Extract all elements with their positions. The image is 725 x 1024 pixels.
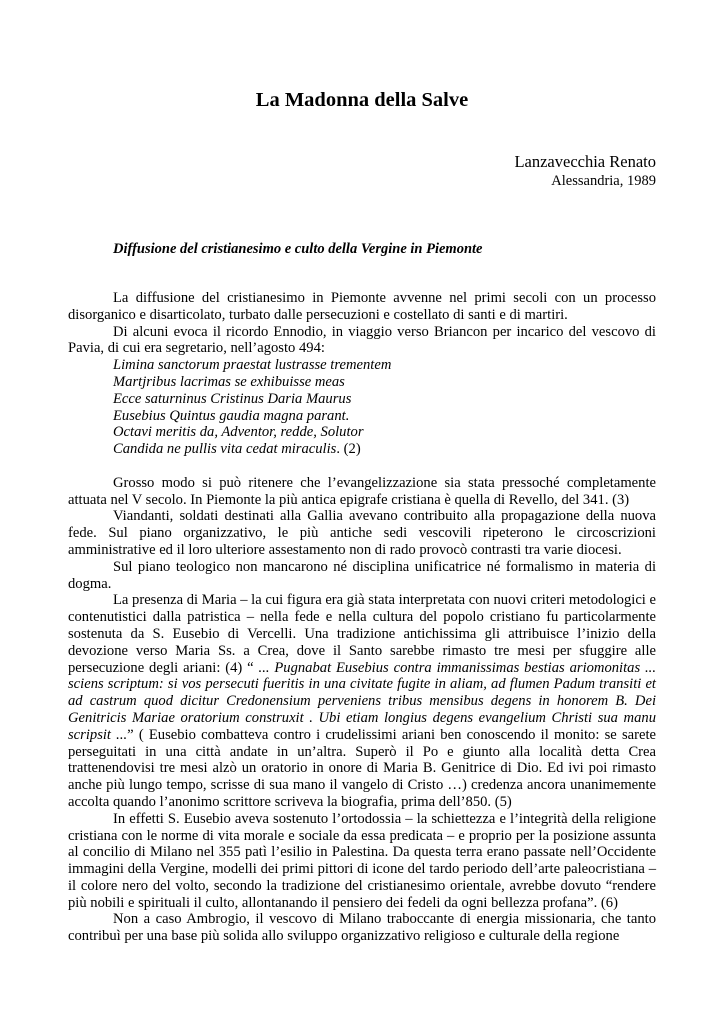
verse-line: Eusebius Quintus gaudia magna parant.: [113, 407, 350, 424]
paragraph-6: [68, 592, 656, 810]
footnote-ref: . (2): [336, 441, 361, 458]
verse-line: Martjribus lacrimas se exhibuisse meas: [113, 373, 345, 390]
paragraph-1: La diffusione del cristianesimo in Piemonte avvenne nel primi secoli con un processo disorganico e disarticolato, turbato dalle persecuzioni e costellato di santi e di martiri.: [68, 290, 656, 323]
document-title: La Madonna della Salve: [255, 89, 469, 111]
paragraph-8: Non a caso Ambrogio, il vescovo di Milano traboccante di energia missionaria, che tanto contribuì per una base più solida allo sviluppo organizzativo religioso e culturale della regione: [68, 911, 656, 945]
author-name: Lanzavecchia Renato: [514, 152, 656, 171]
verse-line-last: [113, 441, 656, 458]
section-heading: Diffusione del cristianesimo e culto della Vergine in Piemonte: [113, 241, 483, 257]
paragraph-5: Sul piano teologico non mancarono né disciplina unificatrice né formalismo in materia di dogma.: [68, 558, 656, 592]
paragraph-6-intro: La presenza di Maria – la cui figura era già stata interpretata con nuovi criteri metodologici e contenutistici dalla patristica – nella fede e nella cultura del popolo cristiano fu particolarmente sostenuta da S. Eusebio di Vercelli. Una tradizione antichissima gli attribuisce l’inizio della devozione verso Maria Ss. a Crea, dove il Santo sarebbe rimasto tre mesi per sfuggire alle persecuzione degli ariani: (4) “: [68, 592, 656, 676]
paragraph-2: Di alcuni evoca il ricordo Ennodio, in viaggio verso Briancon per incarico del vescovo di Pavia, di cui era segretario, nell’agosto 494:: [68, 323, 656, 357]
verse-line: Candida ne pullis vita cedat miraculis: [113, 441, 337, 458]
paragraph-3: Grosso modo si può ritenere che l’evangelizzazione sia stata pressoché completamente attuata nel V secolo. In Piemonte la più antica epigrafe cristiana è quella di Revello, del 341. (3): [68, 474, 656, 508]
verse-line: Ecce saturninus Cristinus Daria Maurus: [113, 390, 352, 407]
latin-verse: [68, 357, 656, 458]
paragraph-7: In effetti S. Eusebio aveva sostenuto l’ortodossia – la schiettezza e l’integrità della religione cristiana con le norme di vita morale e sociale da essa predicata – e proprio per la posizione assunta al concilio di Milano nel 355 patì l’esilio in Palestina. Da questa terra erano passate nell’Occidente immagini della Vergine, modelli dei primi pittori di icone del tardo periodo dell’arte paleocristiana – il colore nero del volto, secondo la tradizione del cristianesimo orientale, avrebbe dovuto “rendere più nobili e spirituali il culto, allontanando il pensiero dei fedeli da ogni bellezza profana”. (6): [68, 810, 656, 911]
place-date: Alessandria, 1989: [551, 173, 656, 189]
paragraph-6-rest: ” ( Eusebio combatteva contro i crudelissimi ariani ben conoscendo il monito: se sarete perseguitati in una città andate in un’altra. Superò il Po e giunto alla località detta Crea trattenendovisi tre mesi alzò un oratorio in onore di Maria B. Genitrice di Dio. Ed ivi poi rimasto anche più lungo tempo, scrisse di sua mano il vangelo di Cristo …) credenza ancora unanimemente accolta quando l’anonimo scrittore scriveva la biografia, prima dell’850. (5): [68, 726, 656, 810]
document-body: [68, 290, 656, 945]
verse-line: Limina sanctorum praestat lustrasse trementem: [113, 357, 392, 374]
paragraph-4: Viandanti, soldati destinati alla Gallia avevano contribuito alla propagazione della nuova fede. Sul piano organizzativo, le più antiche sedi vescovili ripeterono le circoscrizioni amministrative ed il loro ulteriore assestamento non di rado provocò contrasti tra varie diocesi.: [68, 508, 656, 558]
verse-line: Octavi meritis da, Adventor, redde, Solutor: [113, 424, 364, 441]
latin-quote: ... Pugnabat Eusebius contra immanissimas bestias ariomonitas ... sciens scriptum: si vos persecuti fueritis in una civitate fugite in aliam, ad flumen Padum transiti et ad castrum quod dicitur Credonensium perveniens tribus mensibus degens in honorem B. Dei Genitricis Mariae oratorium construxit . Ubi etiam longius degens evangelium Christi sua manu scripsit ...: [68, 659, 656, 743]
